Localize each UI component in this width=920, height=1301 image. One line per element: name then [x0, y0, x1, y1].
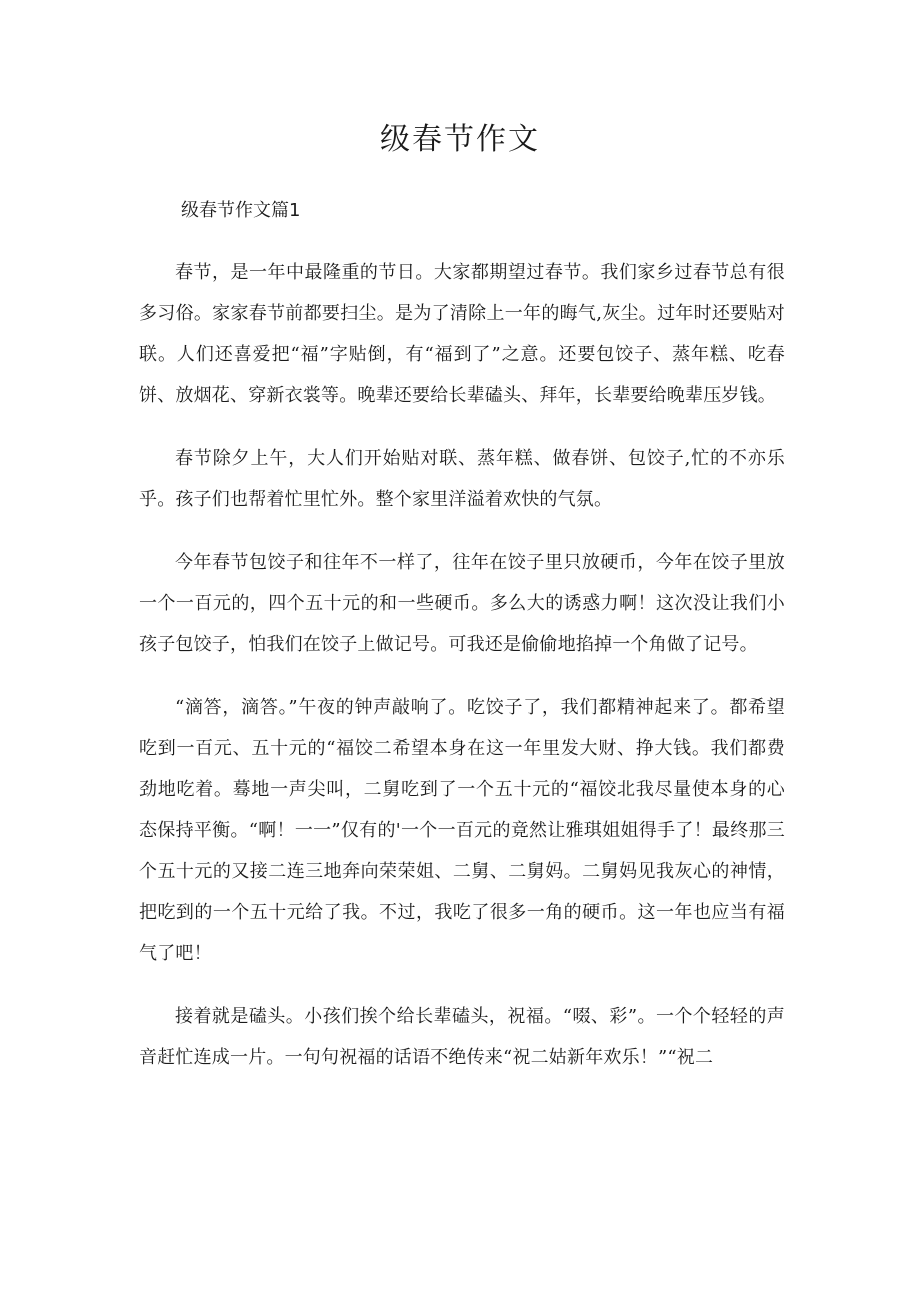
paragraph-4: “滴答，滴答。”午夜的钟声敲响了。吃饺子了，我们都精神起来了。都希望吃到一百元、五十元的“福饺二希望本身在这一年里发大财、挣大钱。我们都费劲地吃着。蓦地一声尖叫，二舅吃到了一个五十元的“福饺北我尽量使本身的心态保持平衡。“啊！一一”仅有的'一个一百元的竟然让雅琪姐姐得手了！最终那三个五十元的又接二连三地奔向荣荣姐、二舅、二舅妈。二舅妈见我灰心的神情，把吃到的一个五十元给了我。不过，我吃了很多一角的硬币。这一年也应当有福气了吧！ — [139, 697, 785, 964]
document-body — [139, 252, 785, 1100]
paragraph-3: 今年春节包饺子和往年不一样了，往年在饺子里只放硬币，今年在饺子里放一个一百元的，四个五十元的和一些硬币。多么大的诱惑力啊！这次没让我们小孩子包饺子，怕我们在饺子上做记号。可我还是偷偷地掐掉一个角做了记号。 — [139, 552, 785, 655]
paragraph-5: 接着就是磕头。小孩们挨个给长辈磕头，祝福。“啜、彩”。一个个轻轻的声音赶忙连成一片。一句句祝福的话语不绝传来“祝二姑新年欢乐！”“祝二 — [139, 1006, 785, 1068]
paragraph-2: 春节除夕上午，大人们开始贴对联、蒸年糕、做春饼、包饺子,忙的不亦乐乎。孩子们也帮着忙里忙外。整个家里洋溢着欢快的气氛。 — [139, 448, 785, 510]
document-title: 级春节作文 — [380, 122, 540, 157]
section-heading: 级春节作文篇1 — [181, 200, 301, 221]
paragraph-1: 春节，是一年中最隆重的节日。大家都期望过春节。我们家乡过春节总有很多习俗。家家春节前都要扫尘。是为了清除上一年的晦气,灰尘。过年时还要贴对联。人们还喜爱把“福”字贴倒，有“福到了”之意。还要包饺子、蒸年糕、吃春饼、放烟花、穿新衣裳等。晚辈还要给长辈磕头、拜年，长辈要给晚辈压岁钱。 — [139, 262, 785, 406]
